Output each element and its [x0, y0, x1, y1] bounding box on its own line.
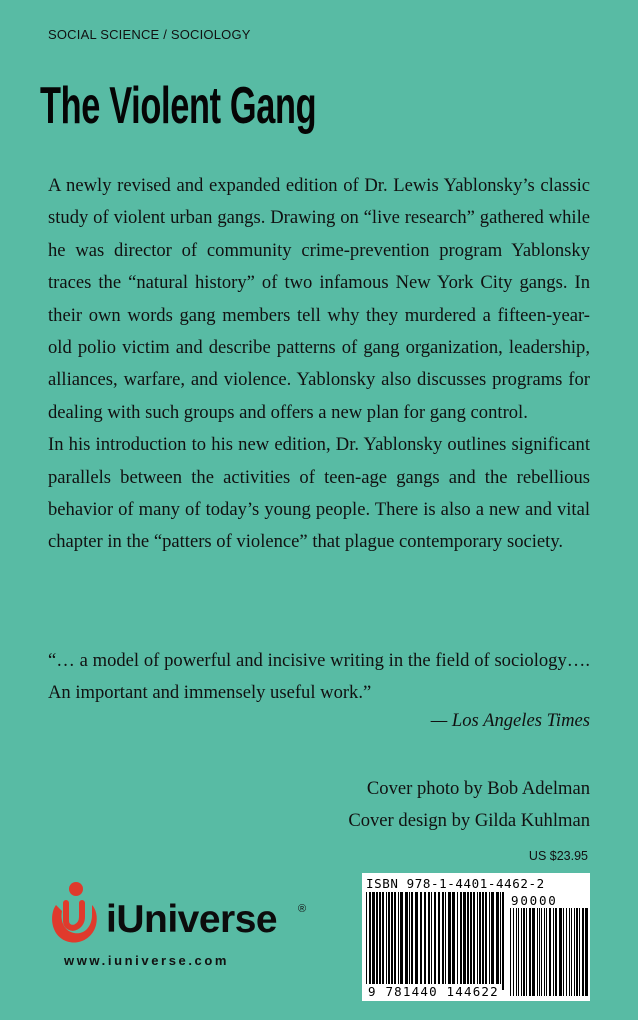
barcode-bar [477, 892, 478, 990]
description-paragraph: In his introduction to his new edition, Dr. Yablonsky outlines significant parallels between the activities of teen-age gangs and the rebellious behavior of many of today’s young people. There is also a new and vital chapter in the “patters of violence” that plague contemporary society. [48, 434, 590, 553]
barcode-bar [379, 892, 381, 990]
barcode-bar [559, 908, 562, 996]
isbn-label: ISBN 978-1-4401-4462-2 [366, 876, 545, 891]
barcode-bar [452, 892, 455, 990]
barcode-bar [434, 892, 436, 990]
book-description [48, 170, 590, 559]
barcode-bar [388, 892, 390, 990]
barcode-main [366, 892, 506, 990]
barcode-bar [400, 892, 403, 990]
barcode-bar [411, 892, 413, 990]
barcode-ean-digits: 9 781440 144622 [368, 984, 499, 999]
barcode-bar [420, 892, 422, 990]
barcode-bar [460, 892, 462, 990]
review-attribution: — Los Angeles Times [430, 710, 590, 731]
barcode-bar [523, 908, 525, 996]
barcode-bar [442, 892, 444, 990]
barcode-bar [569, 908, 570, 996]
barcode-bar [537, 908, 538, 996]
barcode-bar [539, 908, 540, 996]
publisher-name: iUniverse [106, 898, 278, 941]
barcode-bar [516, 908, 517, 996]
registered-mark: ® [298, 903, 307, 915]
barcode-bar [479, 892, 481, 990]
barcode-bar [448, 892, 451, 990]
barcode-bar [502, 892, 504, 990]
barcode-bar [563, 908, 564, 996]
barcode-bar [571, 908, 572, 996]
barcode-bar [544, 908, 545, 996]
barcode-bar [532, 908, 535, 996]
category-label: SOCIAL SCIENCE / SOCIOLOGY [48, 27, 251, 42]
description-paragraph: A newly revised and expanded edition of Dr. Lewis Yablonsky’s classic study of violent urban gangs. Drawing on “live research” gathered while he was director of community crime-prevention program Yablonsky traces the “natural history” of two infamous New York City gangs. In their own words gang members tell why they murdered a fifteen-year-old polio victim and describe patterns of gang organization, leadership, alliances, warfare, and violence. Yablonsky also discusses programs for dealing with such groups and offers a new plan for gang control. [48, 175, 590, 423]
barcode-bar [372, 892, 375, 990]
cover-credits [348, 773, 590, 837]
barcode-bar [409, 892, 410, 990]
barcode-bar [555, 908, 557, 996]
barcode-bar [424, 892, 426, 990]
barcode-bar [496, 892, 499, 990]
publisher-website: www.iuniverse.com [64, 953, 230, 968]
barcode-bar [467, 892, 469, 990]
barcode-bar [391, 892, 393, 990]
iuniverse-logo-icon [48, 881, 100, 951]
barcode-bar [489, 892, 490, 990]
barcode-bar [398, 892, 399, 990]
barcode-bar [574, 908, 575, 996]
barcode-bar [473, 892, 475, 990]
barcode-addon-digits: 90000 [511, 893, 558, 908]
barcode-bar [510, 908, 511, 996]
barcode-bar [457, 892, 458, 990]
barcode-bar [394, 892, 396, 990]
barcode-bar [579, 908, 580, 996]
barcode-bar [463, 892, 466, 990]
barcode-bar [485, 892, 487, 990]
barcode-bar [585, 908, 588, 996]
barcode-bar [366, 892, 367, 990]
barcode-bar [526, 908, 527, 996]
barcode-bar [415, 892, 418, 990]
book-title: The Violent Gang [40, 77, 317, 135]
price-label: US $23.95 [528, 849, 588, 863]
barcode-bar [529, 908, 531, 996]
barcode-bar [431, 892, 432, 990]
barcode-addon [510, 908, 588, 996]
barcode-bar [428, 892, 430, 990]
barcode-bar [518, 908, 519, 996]
barcode-bar [438, 892, 440, 990]
design-credit: Cover design by Gilda Kuhlman [348, 810, 590, 831]
barcode-bar [386, 892, 387, 990]
barcode-bar [513, 908, 514, 996]
barcode-bar [491, 892, 494, 990]
review-quote [48, 645, 590, 710]
barcode-bar [521, 908, 522, 996]
photo-credit: Cover photo by Bob Adelman [366, 778, 590, 799]
barcode-bar [369, 892, 371, 990]
barcode-bar [482, 892, 484, 990]
barcode-bar [566, 908, 567, 996]
barcode-bar [445, 892, 446, 990]
barcode-bar [582, 908, 584, 996]
barcode-bar [541, 908, 542, 996]
barcode-bar [382, 892, 384, 990]
review-quote-text: “… a model of powerful and incisive writing in the field of sociology…. An important and immensely useful work.” [48, 650, 590, 704]
barcode-bar [470, 892, 472, 990]
barcode-bar [405, 892, 408, 990]
barcode-bar [376, 892, 378, 990]
barcode-bar [546, 908, 547, 996]
barcode-bar [500, 892, 501, 990]
barcode-bar [549, 908, 551, 996]
barcode-bar [553, 908, 554, 996]
barcode-bar [576, 908, 578, 996]
